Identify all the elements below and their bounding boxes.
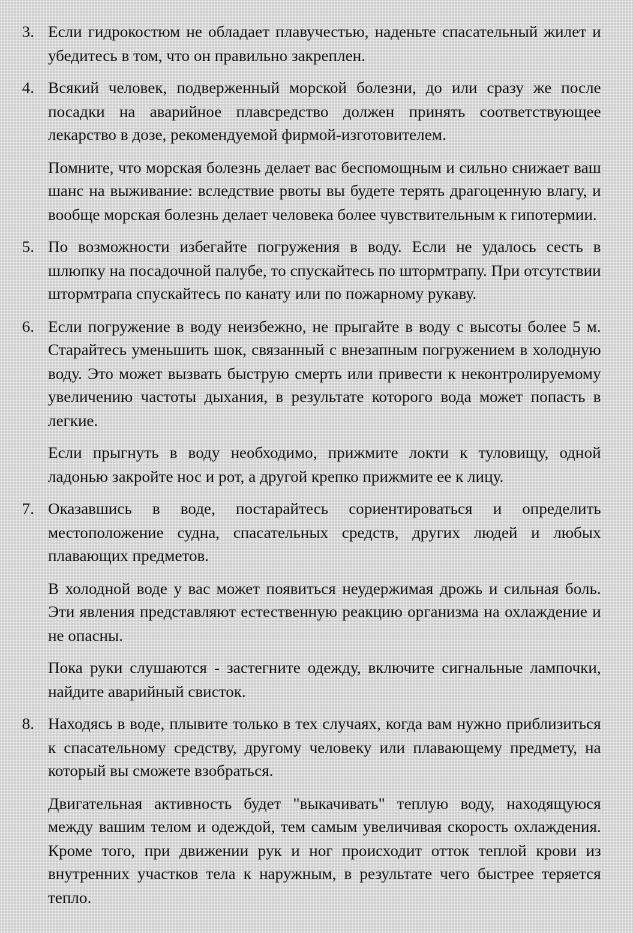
item-body (48, 235, 601, 306)
item-paragraph: Оказавшись в воде, постарайтесь сориентироваться и определить местоположение судна, спасательных средств, других людей и любых плавающих предметов. (48, 499, 601, 565)
list-item (22, 712, 601, 909)
item-paragraph: Если прыгнуть в воду необходимо, прижмите локти к туловищу, одной ладонью закройте нос и рот, а другой крепко прижмите ее к лицу. (48, 443, 601, 486)
list-item (22, 235, 601, 306)
item-body (48, 76, 601, 226)
item-paragraph: Пока руки слушаются - застегните одежду, включите сигнальные лампочки, найдите аварийный свисток. (48, 658, 601, 701)
list-item (22, 20, 601, 67)
item-number: 7. (22, 499, 35, 518)
item-number: 5. (22, 237, 35, 256)
item-body (48, 315, 601, 489)
item-number: 4. (22, 78, 35, 97)
list-item (22, 315, 601, 489)
item-number: 8. (22, 714, 35, 733)
item-body (48, 497, 601, 703)
item-paragraph: Если погружение в воду неизбежно, не прыгайте в воду с высоты более 5 м. Старайтесь уменьшить шок, связанный с внезапным погружением в холодную воду. Это может вызвать быструю смерть или привести к неконтролируемому увеличению частоты дыхания, в результате которого вода может попасть в легкие. (48, 316, 601, 430)
item-paragraph: По возможности избегайте погружения в воду. Если не удалось сесть в шлюпку на посадочной палубе, то спускайтесь по штормтрапу. При отсутствии штормтрапа спускайтесь по канату или по пожарному рукаву. (48, 237, 601, 303)
item-body (48, 20, 601, 67)
list-item (22, 76, 601, 226)
item-body (48, 712, 601, 909)
item-paragraph: Находясь в воде, плывите только в тех случаях, когда вам нужно приблизиться к спасательному средству, другому человеку или плавающему предмету, на который вы сможете взобраться. (48, 714, 601, 780)
item-paragraph: В холодной воде у вас может появиться неудержимая дрожь и сильная боль. Эти явления представляют естественную реакцию организма на охлаждение и не опасны. (48, 578, 601, 645)
item-paragraph: Если гидрокостюм не обладает плавучестью, наденьте спасательный жилет и убедитесь в том, что он правильно закреплен. (48, 22, 601, 65)
item-number: 3. (22, 22, 35, 41)
item-paragraph: Двигательная активность будет "выкачивать" теплую воду, находящуюся между вашим телом и одеждой, тем самым увеличивая скорость охлаждения. Кроме того, при движении рук и ног происходит отток теплой крови из внутренних участков тела к наружным, в результате чего быстрее теряется тепло. (48, 793, 601, 907)
item-paragraph: Помните, что морская болезнь делает вас беспомощным и сильно снижает ваш шанс на выживание: вследствие рвоты вы будете терять драгоценную влагу, и вообще морская болезнь делает человека более чувствительным к гипотермии. (48, 157, 601, 224)
item-paragraph: Всякий человек, подверженный морской болезни, до или сразу же после посадки на аварийное плавсредство должен принять соответствующее лекарство в дозе, рекомендуемой фирмой-изготовителем. (48, 78, 601, 144)
item-number: 6. (22, 316, 35, 336)
list-item (22, 497, 601, 703)
